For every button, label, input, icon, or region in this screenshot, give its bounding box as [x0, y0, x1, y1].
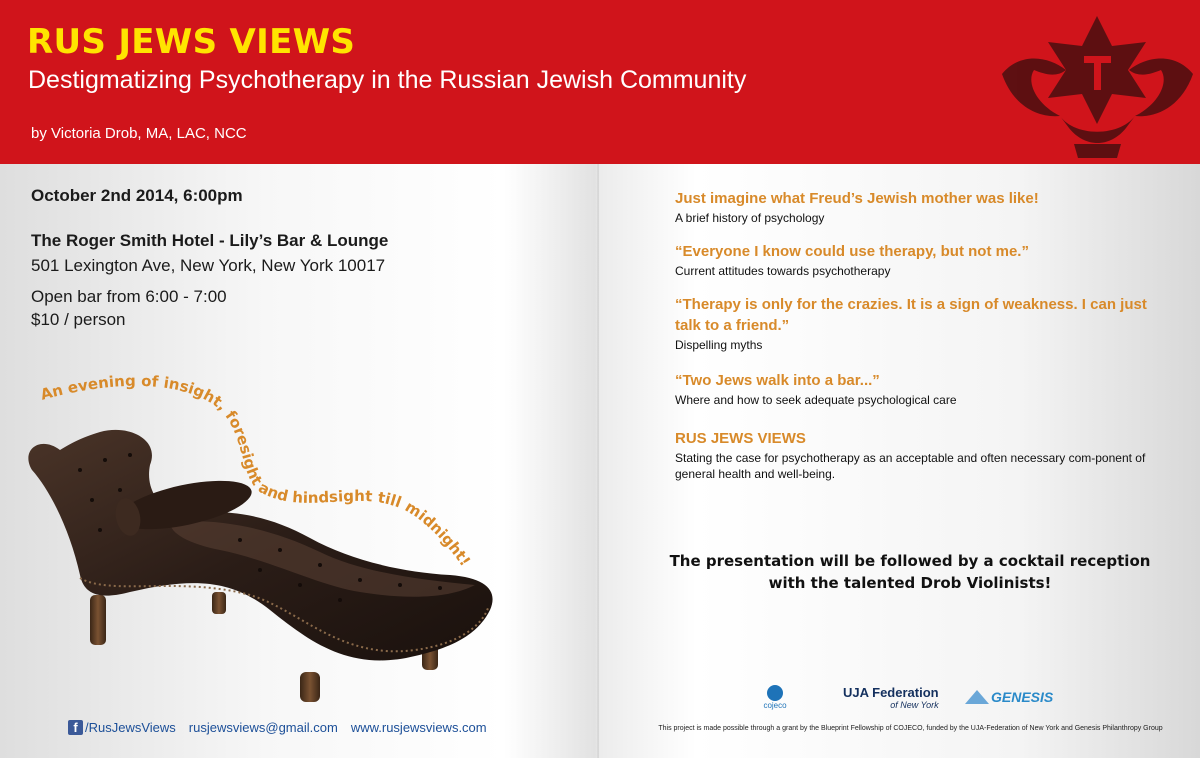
genesis-logo: GENESIS: [965, 689, 1053, 705]
genesis-mark-icon: [965, 690, 989, 704]
topic-description: A brief history of psychology: [675, 211, 825, 225]
contact-footer: [68, 720, 487, 735]
topic-item: [675, 294, 1155, 353]
topic-item: [675, 428, 1155, 482]
event-date: October 2nd 2014, 6:00pm: [31, 186, 243, 205]
ticket-price: $10 / person: [31, 310, 126, 329]
event-address: 501 Lexington Ave, New York, New York 10017: [31, 256, 386, 275]
poster-subtitle: Destigmatizing Psychotherapy in the Russian Jewish Community: [28, 66, 747, 94]
topic-item: [675, 188, 1155, 226]
topic-heading: Just imagine what Freud’s Jewish mother was like!: [675, 190, 1039, 207]
cojeco-mark-icon: [767, 685, 783, 701]
closing-line-1: The presentation will be followed by a cocktail reception: [669, 552, 1151, 570]
topic-item: [675, 241, 1155, 279]
topic-description: Current attitudes towards psychotherapy: [675, 264, 891, 278]
tagline-text: An evening of insight, foresight and hindsight till midnight!: [38, 371, 475, 570]
topic-description: Dispelling myths: [675, 338, 763, 352]
open-bar-info: Open bar from 6:00 - 7:00: [31, 287, 227, 306]
topic-description: Stating the case for psychotherapy as an acceptable and often necessary com-ponent of general health and well-being.: [675, 451, 1146, 481]
facebook-link[interactable]: /RusJewsViews: [85, 720, 176, 735]
website-link[interactable]: www.rusjewsviews.com: [350, 720, 487, 735]
uja-federation-logo: UJA Federation of New York: [843, 685, 939, 710]
topic-heading: “Everyone I know could use therapy, but not me.”: [675, 243, 1029, 260]
closing-line-2: with the talented Drob Violinists!: [768, 574, 1052, 592]
topic-heading: RUS JEWS VIEWS: [675, 430, 806, 447]
topic-item: [675, 370, 1155, 408]
center-fold: [597, 164, 600, 758]
email-link[interactable]: rusjewsviews@gmail.com: [188, 720, 338, 735]
star-hammer-emblem-icon: [1000, 12, 1195, 162]
topic-heading: “Two Jews walk into a bar...”: [675, 372, 880, 389]
topic-heading: “Therapy is only for the crazies. It is a sign of weakness. I can just talk to a friend.”: [675, 296, 1147, 334]
event-venue: The Roger Smith Hotel - Lily’s Bar & Lounge: [31, 231, 389, 250]
grant-credit: This project is made possible through a grant by the Blueprint Fellowship of COJECO, funded by the UJA-Federation of New York and Genesis Philanthropy Group: [658, 725, 1163, 732]
facebook-icon[interactable]: f: [68, 720, 83, 735]
closing-announcement: [620, 550, 1200, 594]
header-banner: [0, 0, 1200, 164]
sponsor-logos: [755, 683, 1055, 719]
byline: by Victoria Drob, MA, LAC, NCC: [31, 125, 247, 142]
cojeco-logo: cojeco: [755, 683, 795, 719]
topic-description: Where and how to seek adequate psychological care: [675, 393, 957, 407]
tagline-arc: [30, 370, 530, 650]
poster-title: RUS JEWS VIEWS: [27, 22, 356, 62]
